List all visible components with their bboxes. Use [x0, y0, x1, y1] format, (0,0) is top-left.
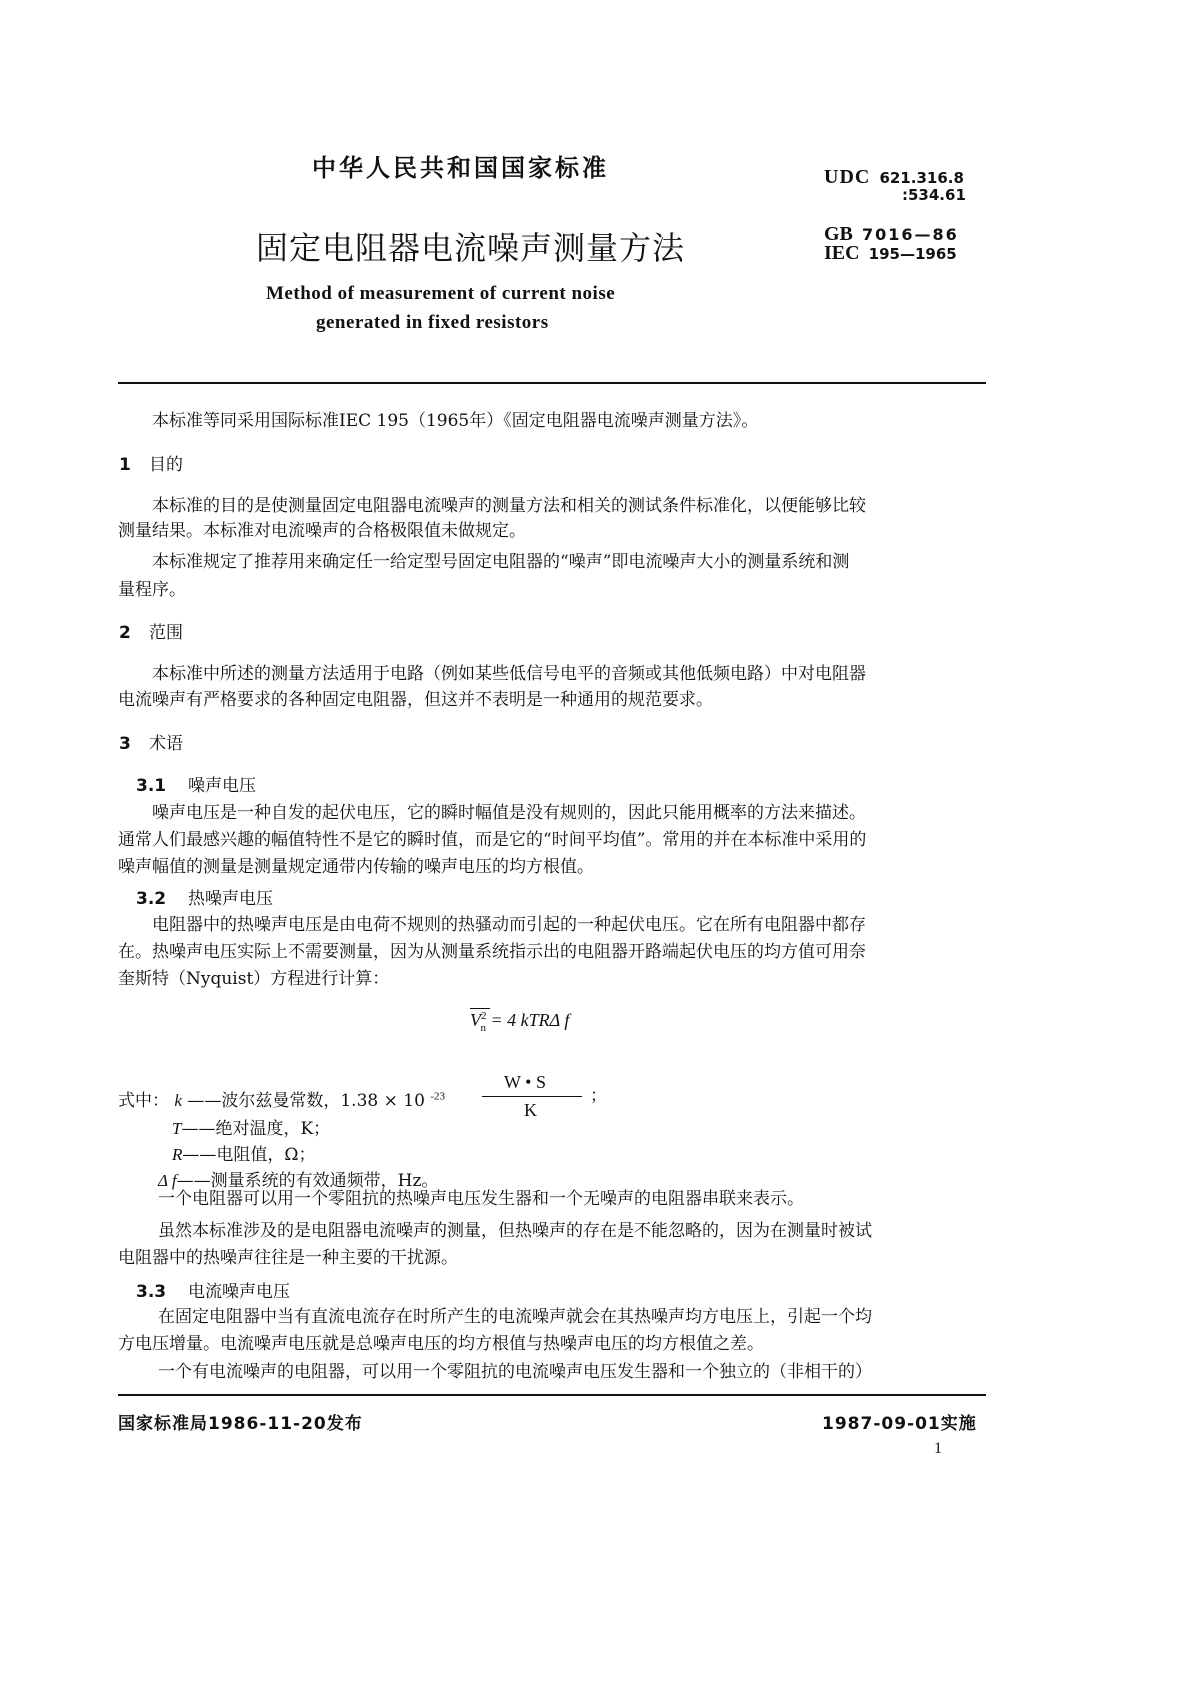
formula-sup: 2 — [481, 1010, 487, 1022]
s1-paragraph-1-line-2: 测量结果。本标准对电流噪声的合格极限值未做规定。 — [118, 521, 526, 541]
t-definition — [172, 1114, 330, 1139]
english-title-line2: generated in fixed resistors — [316, 312, 549, 333]
s2-paragraph-line-2: 电流噪声有严格要求的各种固定电阻器，但这并不表明是一种通用的规范要求。 — [118, 690, 713, 710]
iec-number: 195—1965 — [868, 245, 957, 263]
k-description: ——波尔兹曼常数，1.38 × 10 — [187, 1091, 425, 1111]
udc-number-line2: :534.61 — [902, 186, 966, 204]
gb-label: GB — [824, 223, 853, 245]
section-3-number: 3 — [119, 734, 131, 754]
header-divider — [118, 382, 986, 384]
subsection-3-1-number: 3.1 — [136, 776, 167, 796]
s1-paragraph-1-line-1: 本标准的目的是使测量固定电阻器电流噪声的测量方法和相关的测试条件标准化，以便能够比较 — [152, 496, 866, 516]
s32-line-2: 在。热噪声电压实际上不需要测量，因为从测量系统指示出的电阻器开路端起伏电压的均方值可用奈 — [118, 942, 866, 962]
s31-line-2: 通常人们最感兴趣的幅值特性不是它的瞬时值，而是它的“时间平均值”。常用的并在本标准中采用的 — [118, 830, 867, 850]
s32-line-1: 电阻器中的热噪声电压是由电荷不规则的热骚动而引起的一种起伏电压。它在所有电阻器中都存 — [152, 915, 866, 935]
issue-date: 国家标准局1986-11-20发布 — [118, 1414, 363, 1434]
s32-line-4: 一个电阻器可以用一个零阻抗的热噪声电压发生器和一个无噪声的电阻器串联来表示。 — [158, 1189, 804, 1209]
iec-label: IEC — [824, 242, 860, 264]
s33-line-3: 一个有电流噪声的电阻器，可以用一个零阻抗的电流噪声电压发生器和一个独立的（非相干的） — [158, 1362, 872, 1382]
k-unit-numerator: W • S — [504, 1072, 546, 1092]
subsection-3-1-title: 噪声电压 — [188, 776, 256, 796]
page-number: 1 — [934, 1440, 942, 1457]
subsection-3-3-title: 电流噪声电压 — [188, 1282, 290, 1302]
formula-rhs: = 4 kTRΔ f — [490, 1010, 570, 1030]
s31-line-1: 噪声电压是一种自发的起伏电压，它的瞬时幅值是没有规则的，因此只能用概率的方法来描述。 — [152, 803, 866, 823]
subsection-3-3-number: 3.3 — [136, 1282, 167, 1302]
df-definition — [158, 1166, 438, 1191]
t-symbol: T — [172, 1119, 182, 1138]
s32-line-3: 奎斯特（Nyquist）方程进行计算： — [118, 969, 390, 989]
national-standard-title: 中华人民共和国国家标准 — [312, 154, 609, 182]
udc-label: UDC — [824, 166, 871, 188]
nyquist-formula — [470, 1010, 569, 1034]
section-3-title: 术语 — [149, 734, 183, 754]
section-2-number: 2 — [119, 623, 131, 643]
footer-divider — [118, 1394, 986, 1396]
s33-line-2: 方电压增量。电流噪声电压就是总噪声电压的均方根值与热噪声电压的均方根值之差。 — [118, 1334, 764, 1354]
where-prefix: 式中： — [118, 1091, 169, 1111]
subsection-3-2-number: 3.2 — [136, 889, 167, 909]
formula-overline — [470, 1008, 490, 1009]
df-description: ——测量系统的有效通频带，Hz。 — [176, 1171, 439, 1191]
r-definition — [172, 1140, 316, 1165]
s32-line-5: 虽然本标准涉及的是电阻器电流噪声的测量，但热噪声的存在是不能忽略的，因为在测量时被试 — [158, 1221, 872, 1241]
intro-statement: 本标准等同采用国际标准IEC 195（1965年）《固定电阻器电流噪声测量方法》。 — [152, 411, 759, 431]
formula-v: V — [470, 1010, 481, 1030]
udc-number: 621.316.8 — [879, 169, 964, 187]
r-description: ——电阻值，Ω； — [182, 1145, 316, 1165]
formula-sub: n — [480, 1021, 486, 1034]
document-main-title: 固定电阻器电流噪声测量方法 — [256, 229, 686, 267]
gb-number: 7016—86 — [862, 225, 959, 244]
subsection-3-2-title: 热噪声电压 — [188, 889, 273, 909]
effective-date: 1987-09-01实施 — [822, 1414, 977, 1434]
section-2-title: 范围 — [149, 623, 183, 643]
k-exponent: -23 — [430, 1090, 445, 1103]
k-definition-end: ； — [590, 1086, 607, 1106]
t-description: ——绝对温度，K； — [181, 1119, 331, 1139]
s31-line-3: 噪声幅值的测量是测量规定通带内传输的噪声电压的均方根值。 — [118, 857, 594, 877]
k-unit-fraction-bar — [482, 1096, 582, 1097]
k-unit-denominator: K — [524, 1100, 537, 1120]
iec-number-block — [824, 242, 957, 265]
r-symbol: R — [172, 1145, 183, 1164]
k-symbol: k — [174, 1091, 182, 1110]
english-title-line1: Method of measurement of current noise — [266, 283, 616, 304]
s2-paragraph-line-1: 本标准中所述的测量方法适用于电路（例如某些低信号电平的音频或其他低频电路）中对电阻器 — [152, 664, 866, 684]
section-1-title: 目的 — [149, 455, 183, 475]
section-1-number: 1 — [119, 455, 131, 475]
s32-line-6: 电阻器中的热噪声往往是一种主要的干扰源。 — [118, 1248, 458, 1268]
s33-line-1: 在固定电阻器中当有直流电流存在时所产生的电流噪声就会在其热噪声均方电压上，引起一个均 — [158, 1307, 872, 1327]
df-symbol: Δ f — [158, 1171, 177, 1190]
k-definition — [118, 1086, 445, 1111]
s1-paragraph-2-line-2: 量程序。 — [118, 580, 186, 600]
s1-paragraph-2-line-1: 本标准规定了推荐用来确定任一给定型号固定电阻器的“噪声”即电流噪声大小的测量系统和测 — [152, 552, 850, 572]
